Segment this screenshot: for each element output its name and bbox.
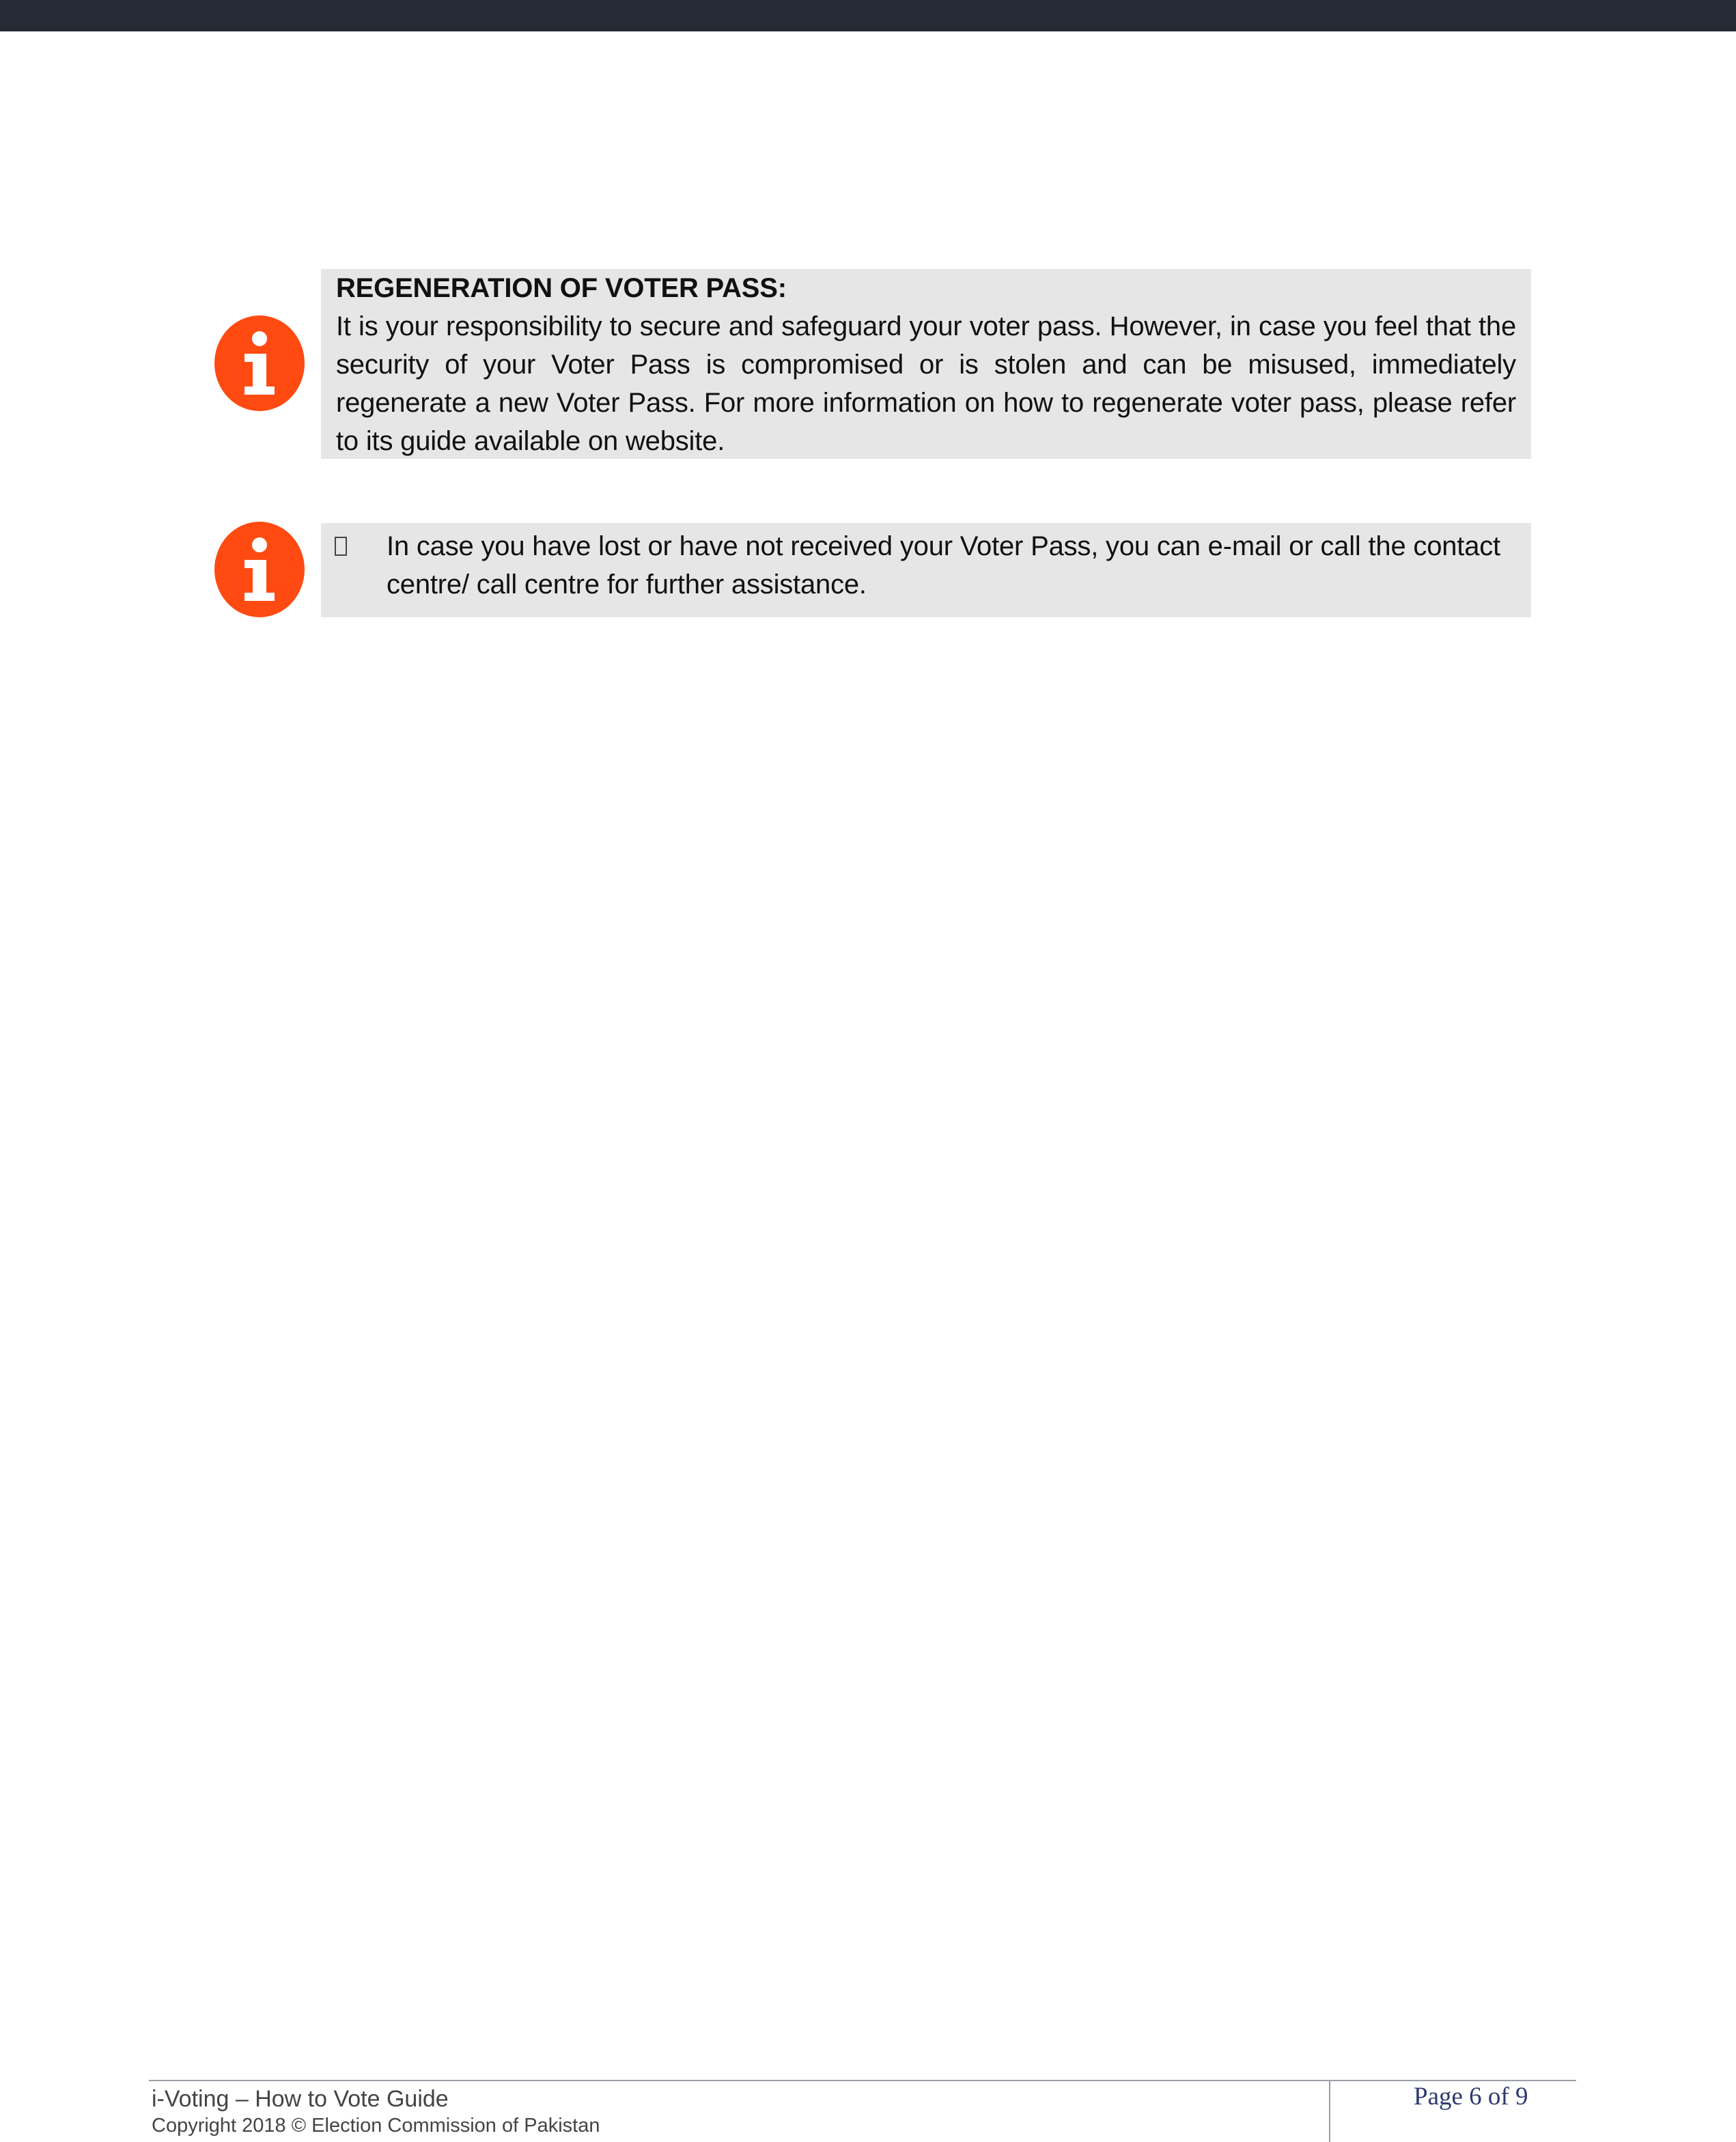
- bullet-text: In case you have lost or have not received your Voter Pass, you can e-mail or call the contact centre/ call centre for further assistance.: [387, 531, 1500, 600]
- footer-divider: [1329, 2081, 1330, 2142]
- regeneration-note: [321, 269, 1531, 459]
- top-bar: [0, 0, 1736, 31]
- footer-title: i-Voting – How to Vote Guide: [152, 2086, 449, 2112]
- footer-rule: [149, 2080, 1576, 2081]
- page-number: Page 6 of 9: [1414, 2083, 1528, 2111]
- lost-pass-note: [321, 523, 1531, 617]
- note-body: It is your responsibility to secure and safeguard your voter pass. However, in case you feel that the security of your Voter Pass is compromised or is stolen and can be misused, immediately regenerate a new Voter Pass. For more information on how to regenerate voter pass, please refer to its guide available on website.: [336, 311, 1516, 456]
- info-icon: [214, 522, 305, 617]
- bullet-glyph: [335, 537, 347, 556]
- note-title: REGENERATION OF VOTER PASS:: [336, 273, 787, 303]
- footer-copyright: Copyright 2018 © Election Commission of Pakistan: [152, 2115, 600, 2137]
- info-icon: [214, 315, 305, 411]
